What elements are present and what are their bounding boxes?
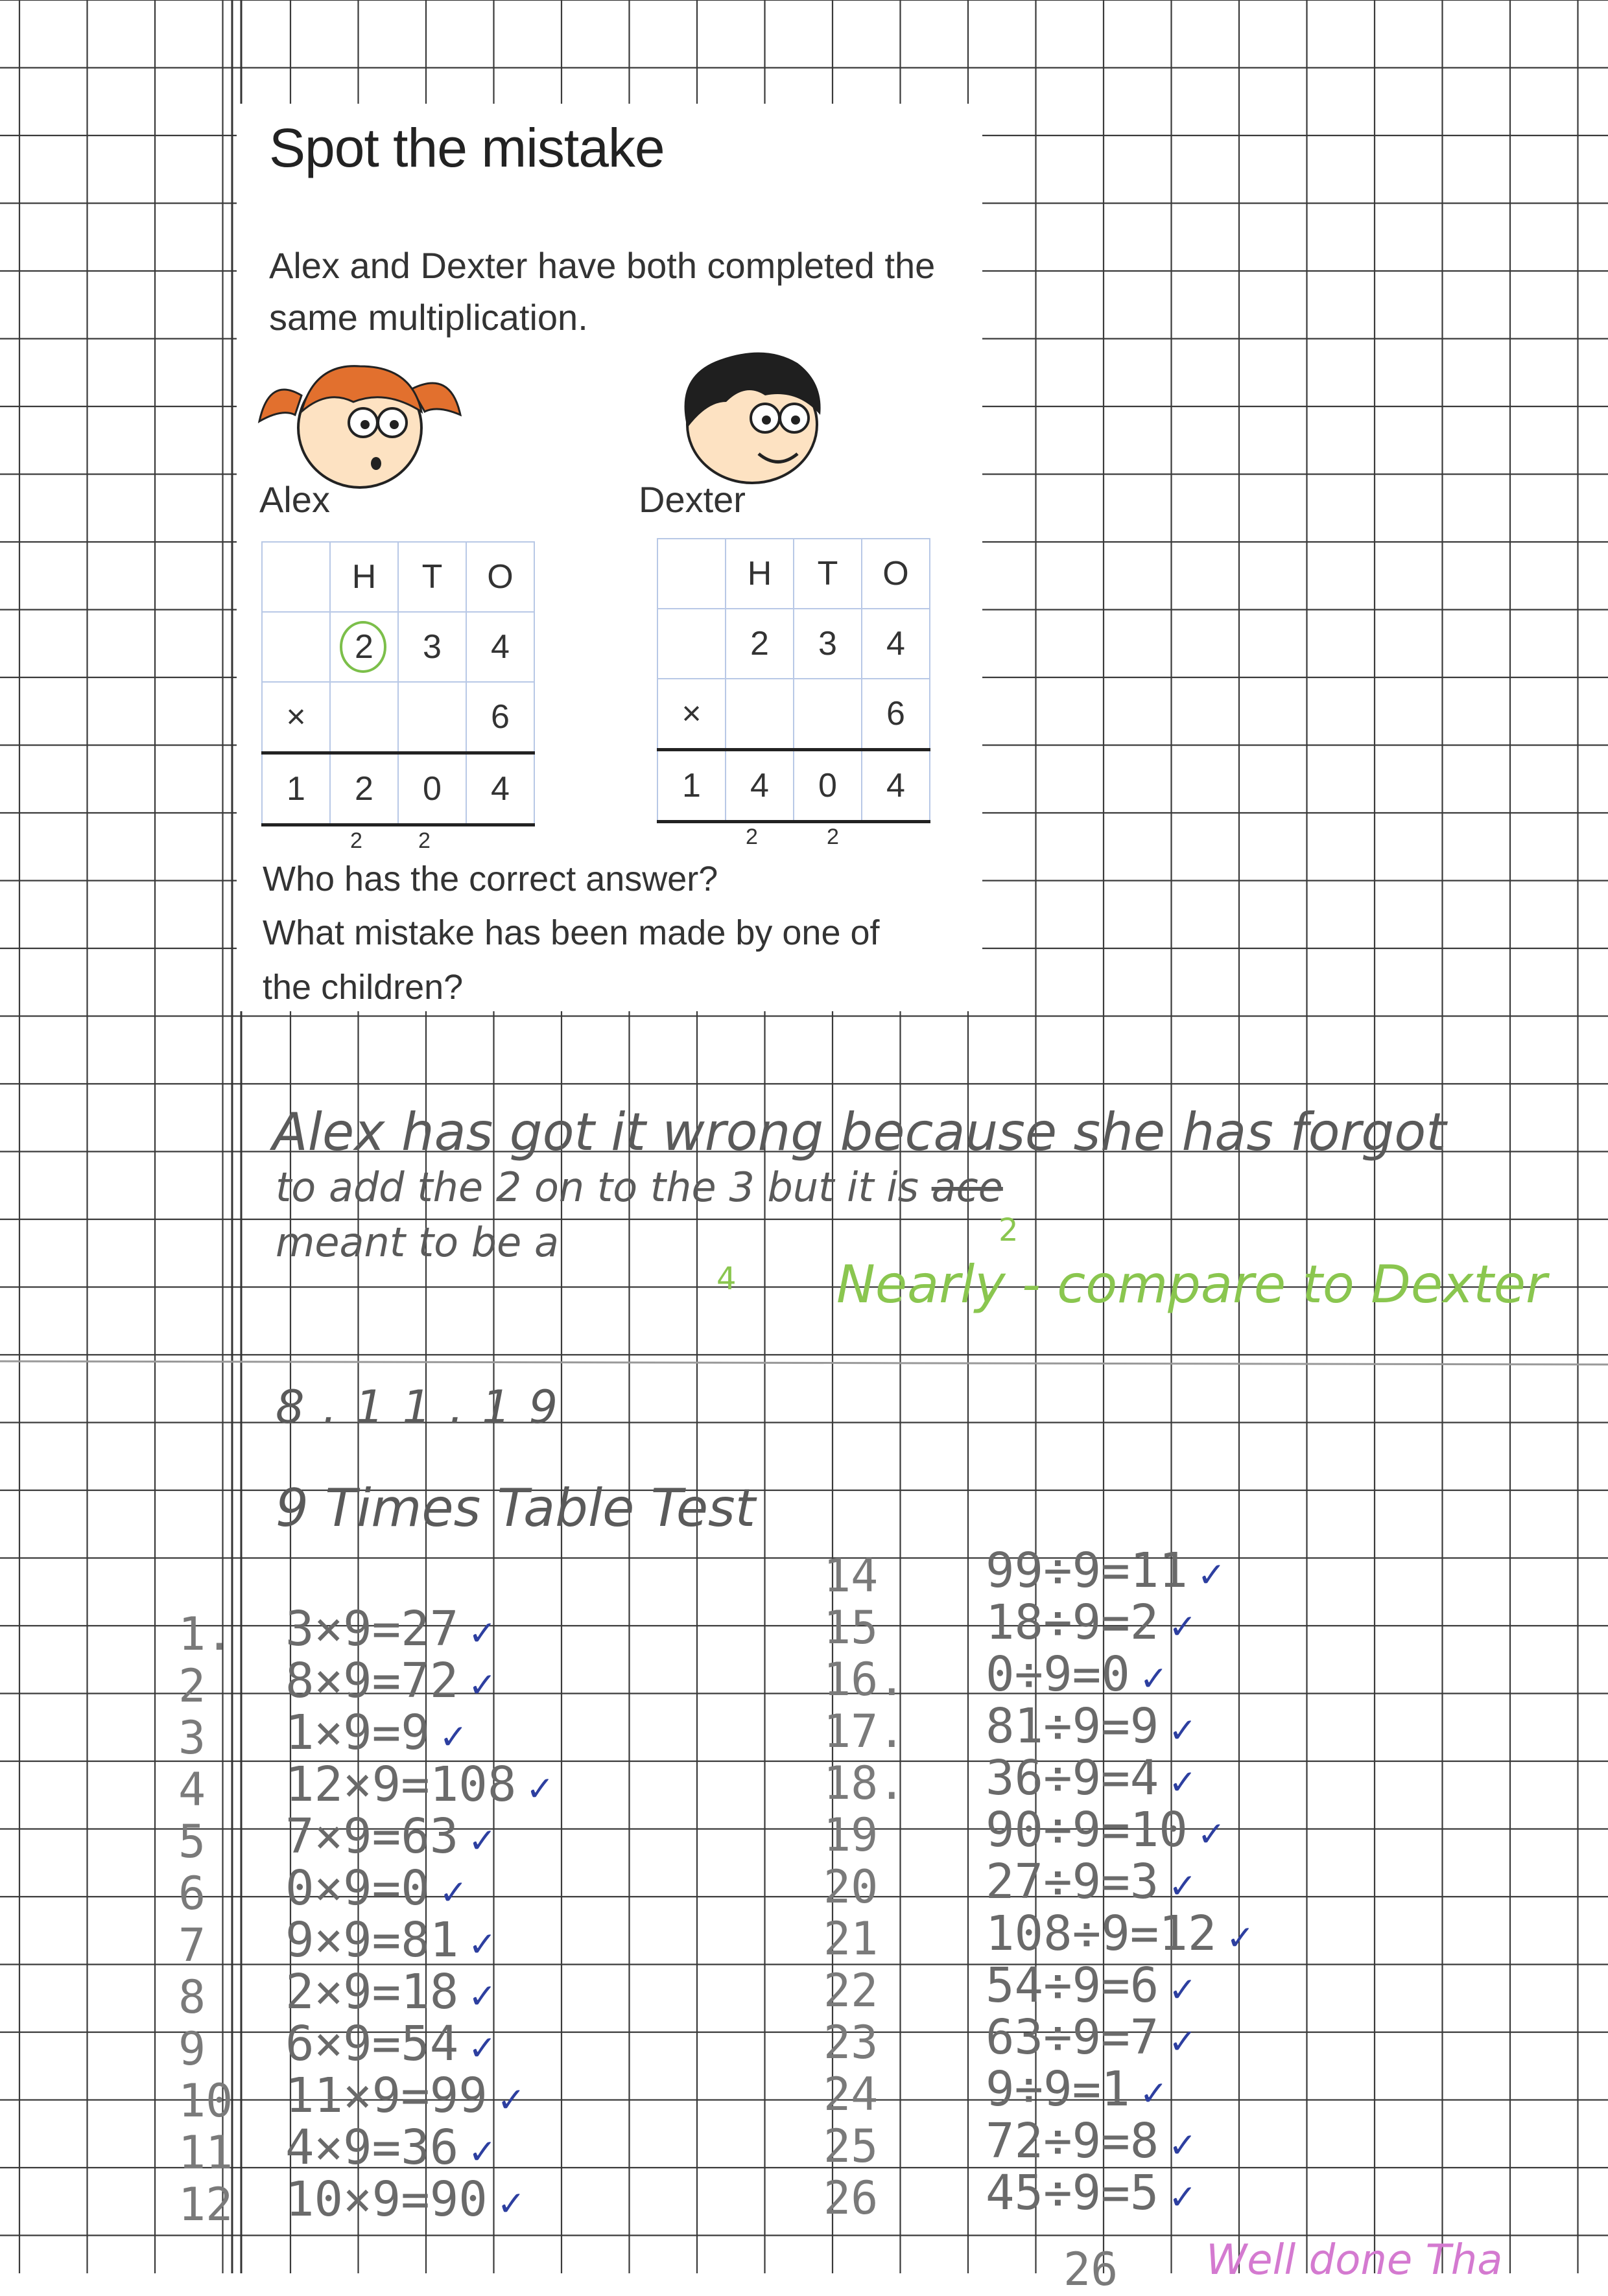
dexter-carry: 2 xyxy=(827,825,839,849)
right-question-number xyxy=(823,2120,878,2173)
alex-cell: T xyxy=(398,542,466,612)
dexter-cell xyxy=(657,609,726,679)
tick-mark-icon: ✓ xyxy=(470,1661,494,1707)
dexter-cell: × xyxy=(657,679,726,750)
multiplication-answer-row-text: 11×9=99 xyxy=(285,2068,488,2124)
left-question-number xyxy=(178,2178,233,2231)
division-answer-row-text: 81÷9=9 xyxy=(986,1698,1159,1754)
alex-result-cell: 1 xyxy=(262,753,330,825)
multiplication-answer-row xyxy=(285,2172,523,2227)
right-question-number xyxy=(823,1705,905,1758)
tick-mark-icon: ✓ xyxy=(1170,2018,1194,2063)
answer-line-1: Alex has got it wrong because she has forgot xyxy=(272,1102,1447,1162)
left-question-number-text: 10 xyxy=(178,2074,233,2127)
tick-mark-icon: ✓ xyxy=(1141,1655,1165,1700)
dexter-cell xyxy=(657,539,726,609)
multiplication-answer-row-text: 12×9=108 xyxy=(285,1757,517,1812)
right-question-number xyxy=(823,1653,905,1706)
multiplication-answer-row xyxy=(285,1860,465,1916)
dexter-label: Dexter xyxy=(639,479,746,520)
tick-mark-icon: ✓ xyxy=(1170,1759,1194,1804)
right-question-number-text: 22 xyxy=(823,1964,879,2017)
tick-mark-icon: ✓ xyxy=(1170,1966,1194,2011)
division-answer-row-text: 0÷9=0 xyxy=(986,1646,1130,1702)
tick-mark-icon: ✓ xyxy=(1170,2173,1194,2219)
left-question-number-text: 8 xyxy=(178,1971,206,2024)
tick-mark-icon: ✓ xyxy=(1170,1603,1194,1648)
multiplication-answer-row xyxy=(285,1757,552,1812)
tick-mark-icon: ✓ xyxy=(470,1610,494,1655)
left-question-number-text: 6 xyxy=(178,1867,206,1920)
right-question-number-text: 18. xyxy=(823,1757,906,1810)
right-question-number-text: 16. xyxy=(823,1653,906,1706)
tick-mark-icon: ✓ xyxy=(1170,2122,1194,2167)
bottom-question-number: 26 xyxy=(1063,2243,1118,2296)
dexter-carry: 2 xyxy=(746,825,758,849)
dexter-cell: O xyxy=(862,539,930,609)
tick-mark-icon: ✓ xyxy=(470,1973,494,2018)
tick-mark-icon: ✓ xyxy=(441,1713,465,1759)
multiplication-answer-row-text: 1×9=9 xyxy=(285,1705,430,1761)
left-question-number-text: 3 xyxy=(178,1711,206,1764)
tick-mark-icon: ✓ xyxy=(499,2076,523,2122)
multiplication-answer-row xyxy=(285,2120,493,2175)
division-answer-row xyxy=(986,2165,1194,2221)
left-question-number xyxy=(178,1711,206,1764)
division-answer-row-text: 27÷9=3 xyxy=(986,1854,1159,1910)
question-children: the children? xyxy=(263,968,464,1007)
left-question-number xyxy=(178,1659,206,1713)
alex-cell: O xyxy=(466,542,534,612)
alex-cell: H xyxy=(330,542,398,612)
alex-cell xyxy=(262,542,330,612)
dexter-cell: T xyxy=(794,539,862,609)
alex-cell-circled xyxy=(330,612,398,682)
dexter-calculation-table xyxy=(657,538,930,823)
division-answer-row-text: 108÷9=12 xyxy=(986,1906,1217,1962)
division-answer-row-text: 63÷9=7 xyxy=(986,2009,1159,2065)
left-question-number xyxy=(178,2074,233,2127)
question-correct-answer: Who has the correct answer? xyxy=(263,860,718,898)
multiplication-answer-row xyxy=(285,2016,493,2072)
alex-cell: 6 xyxy=(466,682,534,753)
left-question-number xyxy=(178,1815,206,1868)
alex-result-cell: 4 xyxy=(466,753,534,825)
tick-mark-icon: ✓ xyxy=(470,2128,494,2173)
answer-line-3: meant to be a xyxy=(276,1219,559,1266)
multiplication-answer-row xyxy=(285,1964,493,2020)
right-question-number xyxy=(823,2068,878,2121)
alex-cell: × xyxy=(262,682,330,753)
dexter-result-cell: 0 xyxy=(794,750,862,822)
dexter-cell: 4 xyxy=(862,609,930,679)
tick-mark-icon: ✓ xyxy=(499,2180,523,2225)
right-question-number-text: 21 xyxy=(823,1912,879,1965)
multiplication-answer-row-text: 6×9=54 xyxy=(285,2016,459,2072)
left-question-number xyxy=(178,2126,233,2179)
left-question-number xyxy=(178,1919,206,1972)
multiplication-answer-row xyxy=(285,1705,465,1761)
dexter-cell: 3 xyxy=(794,609,862,679)
alex-cell xyxy=(398,682,466,753)
left-question-number-text: 5 xyxy=(178,1815,206,1868)
division-answer-row xyxy=(986,1543,1223,1599)
alex-cell: 4 xyxy=(466,612,534,682)
right-question-number xyxy=(823,1757,905,1810)
multiplication-answer-row-text: 2×9=18 xyxy=(285,1964,459,2020)
division-answer-row-text: 90÷9=10 xyxy=(986,1802,1188,1858)
right-question-number xyxy=(823,1964,878,2017)
green-circle-mark xyxy=(337,619,389,675)
tick-mark-icon: ✓ xyxy=(1228,1914,1252,1960)
tick-mark-icon: ✓ xyxy=(441,1869,465,1914)
left-question-number-text: 12 xyxy=(178,2178,233,2231)
dexter-cell: H xyxy=(726,539,794,609)
right-question-number xyxy=(823,2016,878,2069)
alex-cell xyxy=(330,682,398,753)
left-question-number-text: 4 xyxy=(178,1763,206,1816)
left-question-number-text: 1. xyxy=(178,1608,233,1661)
division-answer-row xyxy=(986,1854,1194,1910)
multiplication-answer-row xyxy=(285,1653,493,1709)
left-question-number-text: 7 xyxy=(178,1919,206,1972)
right-question-number xyxy=(823,1809,878,1862)
division-answer-row xyxy=(986,2113,1194,2169)
division-answer-row-text: 36÷9=4 xyxy=(986,1750,1159,1806)
left-question-number-text: 11 xyxy=(178,2126,233,2179)
multiplication-answer-row-text: 3×9=27 xyxy=(285,1601,459,1657)
right-question-number-text: 19 xyxy=(823,1809,879,1862)
right-question-number-text: 26 xyxy=(823,2172,879,2225)
answer-line-2 xyxy=(276,1164,1003,1211)
dexter-cell xyxy=(726,679,794,750)
teacher-comment: Nearly - compare to Dexter xyxy=(836,1254,1547,1315)
worksheet-title: Spot the mistake xyxy=(269,117,665,178)
tick-mark-icon: ✓ xyxy=(1199,1551,1223,1597)
tick-mark-icon: ✓ xyxy=(470,2024,494,2070)
division-answer-row xyxy=(986,2061,1165,2117)
tick-mark-icon: ✓ xyxy=(470,1817,494,1862)
alex-carry: 2 xyxy=(418,828,431,853)
left-question-number-text: 9 xyxy=(178,2022,206,2076)
right-question-number-text: 20 xyxy=(823,1860,879,1914)
division-answer-row xyxy=(986,1646,1165,1702)
tick-mark-icon: ✓ xyxy=(1199,1810,1223,1856)
multiplication-answer-row xyxy=(285,1601,493,1657)
left-question-number-text: 2 xyxy=(178,1659,206,1713)
dexter-result-cell: 4 xyxy=(862,750,930,822)
test-title: 9 Times Table Test xyxy=(276,1478,756,1538)
division-answer-row-text: 18÷9=2 xyxy=(986,1595,1159,1650)
question-mistake: What mistake has been made by one of xyxy=(263,913,880,952)
right-question-number xyxy=(823,2172,878,2225)
alex-avatar-icon xyxy=(256,350,464,499)
multiplication-answer-row xyxy=(285,2068,523,2124)
dexter-result-cell: 4 xyxy=(726,750,794,822)
right-question-number xyxy=(823,1601,878,1654)
division-answer-row-text: 9÷9=1 xyxy=(986,2061,1130,2117)
alex-result-cell: 2 xyxy=(330,753,398,825)
division-answer-row xyxy=(986,1802,1223,1858)
division-answer-row-text: 99÷9=11 xyxy=(986,1543,1188,1599)
division-answer-row xyxy=(986,1750,1194,1806)
alex-result-cell: 0 xyxy=(398,753,466,825)
division-answer-row-text: 54÷9=6 xyxy=(986,1958,1159,2013)
alex-calculation-table xyxy=(261,541,535,826)
left-question-number xyxy=(178,1971,206,2024)
left-question-number xyxy=(178,1867,206,1920)
dexter-cell: 6 xyxy=(862,679,930,750)
multiplication-answer-row-text: 7×9=63 xyxy=(285,1809,459,1864)
division-answer-row xyxy=(986,2009,1194,2065)
tick-mark-icon: ✓ xyxy=(1170,1862,1194,1908)
division-answer-row xyxy=(986,1906,1252,1962)
division-answer-row-text: 45÷9=5 xyxy=(986,2165,1159,2221)
division-answer-row xyxy=(986,1698,1194,1754)
division-answer-row xyxy=(986,1595,1194,1650)
right-question-number-text: 23 xyxy=(823,2016,879,2069)
left-question-number xyxy=(178,2022,206,2076)
multiplication-answer-row-text: 4×9=36 xyxy=(285,2120,459,2175)
right-question-number-text: 17. xyxy=(823,1705,906,1758)
answer-crossed-word: ace xyxy=(931,1164,1003,1211)
tick-mark-icon: ✓ xyxy=(528,1765,552,1810)
answer-line-2-text: to add the 2 on to the 3 but it is xyxy=(276,1164,919,1211)
multiplication-answer-row-text: 8×9=72 xyxy=(285,1653,459,1709)
tick-mark-icon: ✓ xyxy=(470,1921,494,1966)
test-date: 8.11.19 xyxy=(276,1381,576,1434)
multiplication-answer-row-text: 0×9=0 xyxy=(285,1860,430,1916)
right-question-number xyxy=(823,1912,878,1965)
dexter-result-cell: 1 xyxy=(657,750,726,822)
division-answer-row-text: 72÷9=8 xyxy=(986,2113,1159,2169)
right-question-number-text: 15 xyxy=(823,1601,879,1654)
teacher-final-comment: Well done Tha xyxy=(1206,2236,1503,2284)
multiplication-answer-row-text: 10×9=90 xyxy=(285,2172,488,2227)
multiplication-answer-row xyxy=(285,1809,493,1864)
right-question-number xyxy=(823,1860,878,1914)
alex-label: Alex xyxy=(259,479,330,520)
answer-small-2: 2 xyxy=(999,1212,1019,1248)
right-question-number-text: 24 xyxy=(823,2068,879,2121)
alex-carry: 2 xyxy=(350,828,362,853)
dexter-cell: 2 xyxy=(726,609,794,679)
right-question-number xyxy=(823,1549,878,1602)
division-answer-row xyxy=(986,1958,1194,2013)
left-question-number xyxy=(178,1763,206,1816)
multiplication-answer-row-text: 9×9=81 xyxy=(285,1912,459,1968)
right-question-number-text: 14 xyxy=(823,1549,879,1602)
dexter-cell xyxy=(794,679,862,750)
alex-hundreds-digit: 2 xyxy=(355,628,373,666)
alex-cell: 3 xyxy=(398,612,466,682)
tick-mark-icon: ✓ xyxy=(1141,2070,1165,2115)
left-question-number xyxy=(178,1608,233,1661)
alex-cell xyxy=(262,612,330,682)
tick-mark-icon: ✓ xyxy=(1170,1707,1194,1752)
dexter-avatar-icon xyxy=(668,344,830,486)
right-question-number-text: 25 xyxy=(823,2120,879,2173)
worksheet-intro: Alex and Dexter have both completed the same multiplication. xyxy=(269,245,936,338)
answer-small-4: 4 xyxy=(716,1261,737,1297)
multiplication-answer-row xyxy=(285,1912,493,1968)
